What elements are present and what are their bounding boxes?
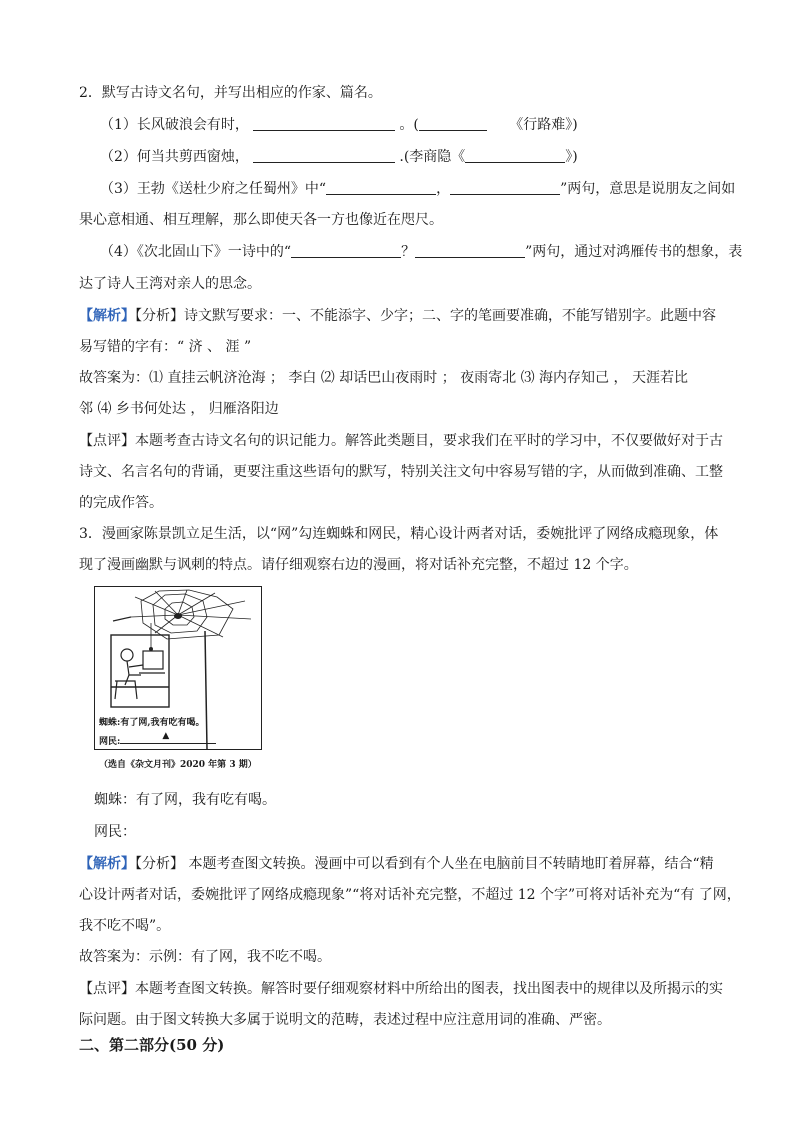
q3-comment-cont: 际问题。由于图文转换大多属于说明文的范畴，表述过程中应注意用词的准确、严密。 [79,1012,611,1028]
q2-item2-blank2 [465,148,565,163]
q2-item1-punct: 。( [399,117,419,133]
q2-analysis-cont: 易写错的字有：“ 济 、 涯 ” [79,339,252,355]
q2-analysis-text: 【分析】诗文默写要求：一、不能添字、少字；二、字的笔画要准确，不能写错别字。此题中容 [135,308,716,324]
q2-item2 [100,148,578,166]
cartoon-netizen-label: 网民: [99,737,121,747]
q3-spider-line: 蜘蛛：有了网，我有吃有喝。 [94,792,276,808]
q3-comment: 【点评】本题考查图文转换。解答时要仔细观察材料中所给出的图表，找出图表中的规律以及所揭示的实 [79,981,723,997]
q2-item3-text: （3）王勃《送杜少府之任蜀州》中“ [100,181,327,197]
q2-comment: 【点评】本题考查古诗文名句的识记能力。解答此类题目，要求我们在平时的学习中，不仅要做好对于古 [79,433,723,449]
q2-item4-text2: ”两句，通过对鸿雁传书的想象，表 [525,244,743,260]
q2-title: 2．默写古诗文名句，并写出相应的作家、篇名。 [79,85,382,101]
q2-item4-text: （4）《次北固山下》一诗中的“ [100,244,292,260]
q2-item4-qmark: ？ [401,244,416,260]
person-at-computer-icon [115,649,165,699]
q3-analysis-cont2: 我不吃不喝”。 [79,918,171,934]
q3-netizen-line: 网民： [94,824,136,840]
cartoon-image [94,586,262,750]
q3-analysis-cont1: 心设计两者对话，委婉批评了网络成瘾现象”“将对话补充完整，不超过 12 个字”可将对话补充为“有 了网， [79,887,741,903]
q2-item4-blank2 [415,243,525,258]
q2-item1 [100,116,578,134]
q3-title-cont: 现了漫画幽默与讽刺的特点。请仔细观察右边的漫画，将对话补充完整，不超过 12 个字。 [79,557,638,573]
q2-item1-blank1 [253,116,395,131]
q2-item3-cont: 果心意相通、相互理解，那么即使天各一方也像近在咫尺。 [79,212,443,228]
q2-item2-text: （2）何当共剪西窗烛， [100,149,249,165]
q2-item1-source: 《行路难》) [509,117,578,133]
q3-analysis [79,855,714,873]
q2-item2-close: 》) [565,149,578,165]
q3-analysis-tag: 【解析】 [79,856,135,872]
q2-item2-author: .(李商隐《 [399,149,466,165]
q2-item3 [100,180,735,198]
q2-item3-blank1 [326,180,436,195]
q2-answer-cont: 邻 ⑷ 乡书何处达 ， 归雁洛阳边 [79,401,279,417]
q2-item3-blank2 [450,180,560,195]
section-heading: 二、第二部分(50 分) [79,1036,225,1054]
q2-item3-text2: ”两句，意思是说朋友之间如 [560,181,736,197]
spider-icon [174,613,182,619]
q3-title: 3．漫画家陈景凯立足生活，以“网”勾连蜘蛛和网民，精心设计两者对话，委婉批评了网络成瘾现象，体 [79,526,719,542]
q2-item2-blank1 [253,148,395,163]
spider-web-icon [131,590,251,639]
q2-item3-comma: ， [436,181,451,197]
q2-analysis-tag: 【解析】 [79,308,135,324]
q3-answer: 故答案为：示例：有了网，我不吃不喝。 [79,949,331,965]
q2-item1-text: （1）长风破浪会有时， [100,117,249,133]
q2-answer: 故答案为：⑴ 直挂云帆济沧海 ； 李白 ⑵ 却话巴山夜雨时 ； 夜雨寄北 ⑶ 海内存知己 ， 天涯若比 [79,370,688,386]
cartoon-spider-text: 蜘蛛:有了网,我有吃有喝。 [99,718,205,728]
cartoon-triangle-icon: ▲ [162,731,170,741]
cartoon-netizen-line [99,733,216,747]
q2-comment-cont2: 的完成作答。 [79,495,163,511]
q2-item4 [100,243,742,261]
q2-analysis [79,307,716,325]
q2-item1-blank2 [419,116,487,131]
q3-analysis-text: 【分析】 本题考查图文转换。漫画中可以看到有个人坐在电脑前目不转睛地盯着屏幕，结合“精 [135,856,714,872]
room-frame-icon [111,635,169,707]
q2-item4-blank1 [291,243,401,258]
q2-item4-cont: 达了诗人王湾对亲人的思念。 [79,276,261,292]
cartoon-caption: （选自《杂文月刊》2020 年第 3 期） [99,760,257,770]
q2-comment-cont1: 诗文、名言名句的背诵，更要注重这些语句的默写，特别关注文句中容易写错的字，从而做到准确、工整 [79,464,723,480]
